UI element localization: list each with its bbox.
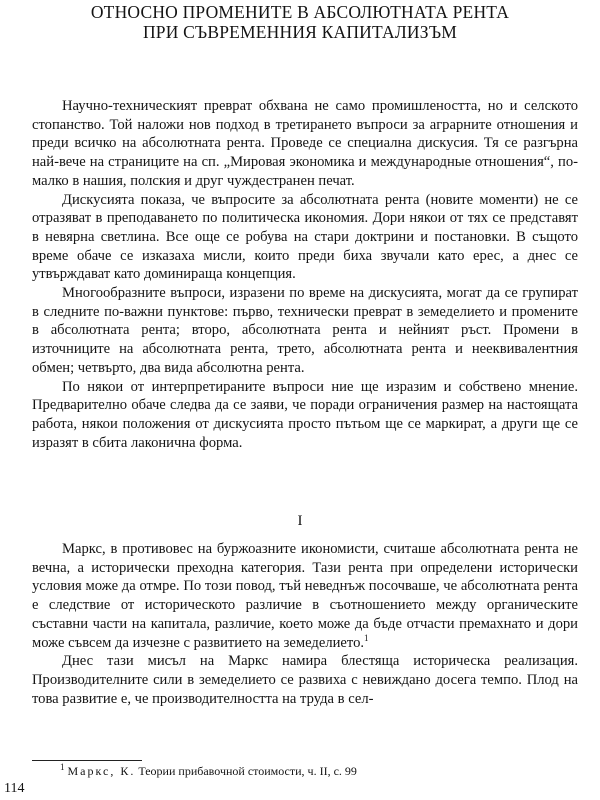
title-line-1: ОТНОСНО ПРОМЕНИТЕ В АБСОЛЮТНАТА РЕНТА [90, 2, 510, 22]
paragraph: По някои от интерпретираните въпроси ние ще изразим и собствено мнение. Предварително обаче следва да се заяви, че поради ограничения размер на настоящата работа, някои положения от дискусията просто пътьом ще се маркират, а други ще се изразят в сбита лаконична форма. [32, 378, 578, 451]
paragraph: Многообразните въпроси, изразени по време на дискусията, могат да се групират в следните по-важни пунктове: първо, технически преврат в земеделието и промените в абсолютната рента; второ, абсолютната рента и нейният ръст. Промени в източниците на абсолютната рента, трето, абсолютната рента и нееквивалентния обмен; четвърто, два вида абсолютна рента. [32, 285, 578, 376]
footnote-text: Теории прибавочной стоимости, ч. II, с. 99 [138, 764, 357, 778]
paragraph-text: Маркс, в противовес на буржоазните икономисти, считаше абсолютната рента не вечна, а исторически преходна категория. Тази рента при определени исторически условия може да отмре. По този повод, тъй неведнъж посочваше, че абсолютната рента е следствие от историческото различие в съотношението между органическите съставни части на капитала, различие, което може да бъде отчасти премахнато и дори може съвсем да изчезне с развитието на земеделието. [32, 541, 578, 651]
paragraph: Днес тази мисъл на Маркс намира блестяща историческа реализация. Производителните сили в земеделието се развиха с невиждано досега темпо. Плод на това развитие е, че производителността на труда в сел- [32, 653, 578, 707]
page-number: 114 [4, 781, 25, 796]
paragraph: Дискусията показа, че въпросите за абсолютната рента (новите моменти) не се отразяват в преподаването по политическа икономия. Дори някои от тях се представят в невярна светлина. Все още се робува на стари доктрини и постановки. В същото време обаче се изказаха мисли, които преди биха звучали като ерес, а днес се утвърждават като доминираща концепция. [32, 191, 578, 283]
page-title [0, 2, 600, 42]
paragraph: Научно-техническият преврат обхвана не само промишлеността, но и селското стопанство. Той наложи нов подход в третирането въпроси за аграрните отношения и преди всичко на абсолютната рента. Проведе се специална дискусия. Тя се разгърна най-вече на страниците на сп. „Мировая экономика и международные отношения“, по-малко в нашия, полския и друг чуждестранен печат. [32, 98, 578, 189]
footnote [60, 764, 357, 778]
paragraph [32, 540, 578, 652]
footnote-divider [32, 760, 142, 761]
footnote-author: Маркс, К. [67, 764, 136, 778]
footnote-marker: 1 [60, 762, 65, 772]
section-heading: I [297, 513, 303, 529]
intro-section [32, 97, 578, 452]
title-line-2: ПРИ СЪВРЕМЕННИЯ КАПИТАЛИЗЪМ [142, 22, 458, 42]
footnote-reference: 1 [364, 632, 369, 643]
section-one [32, 540, 578, 708]
